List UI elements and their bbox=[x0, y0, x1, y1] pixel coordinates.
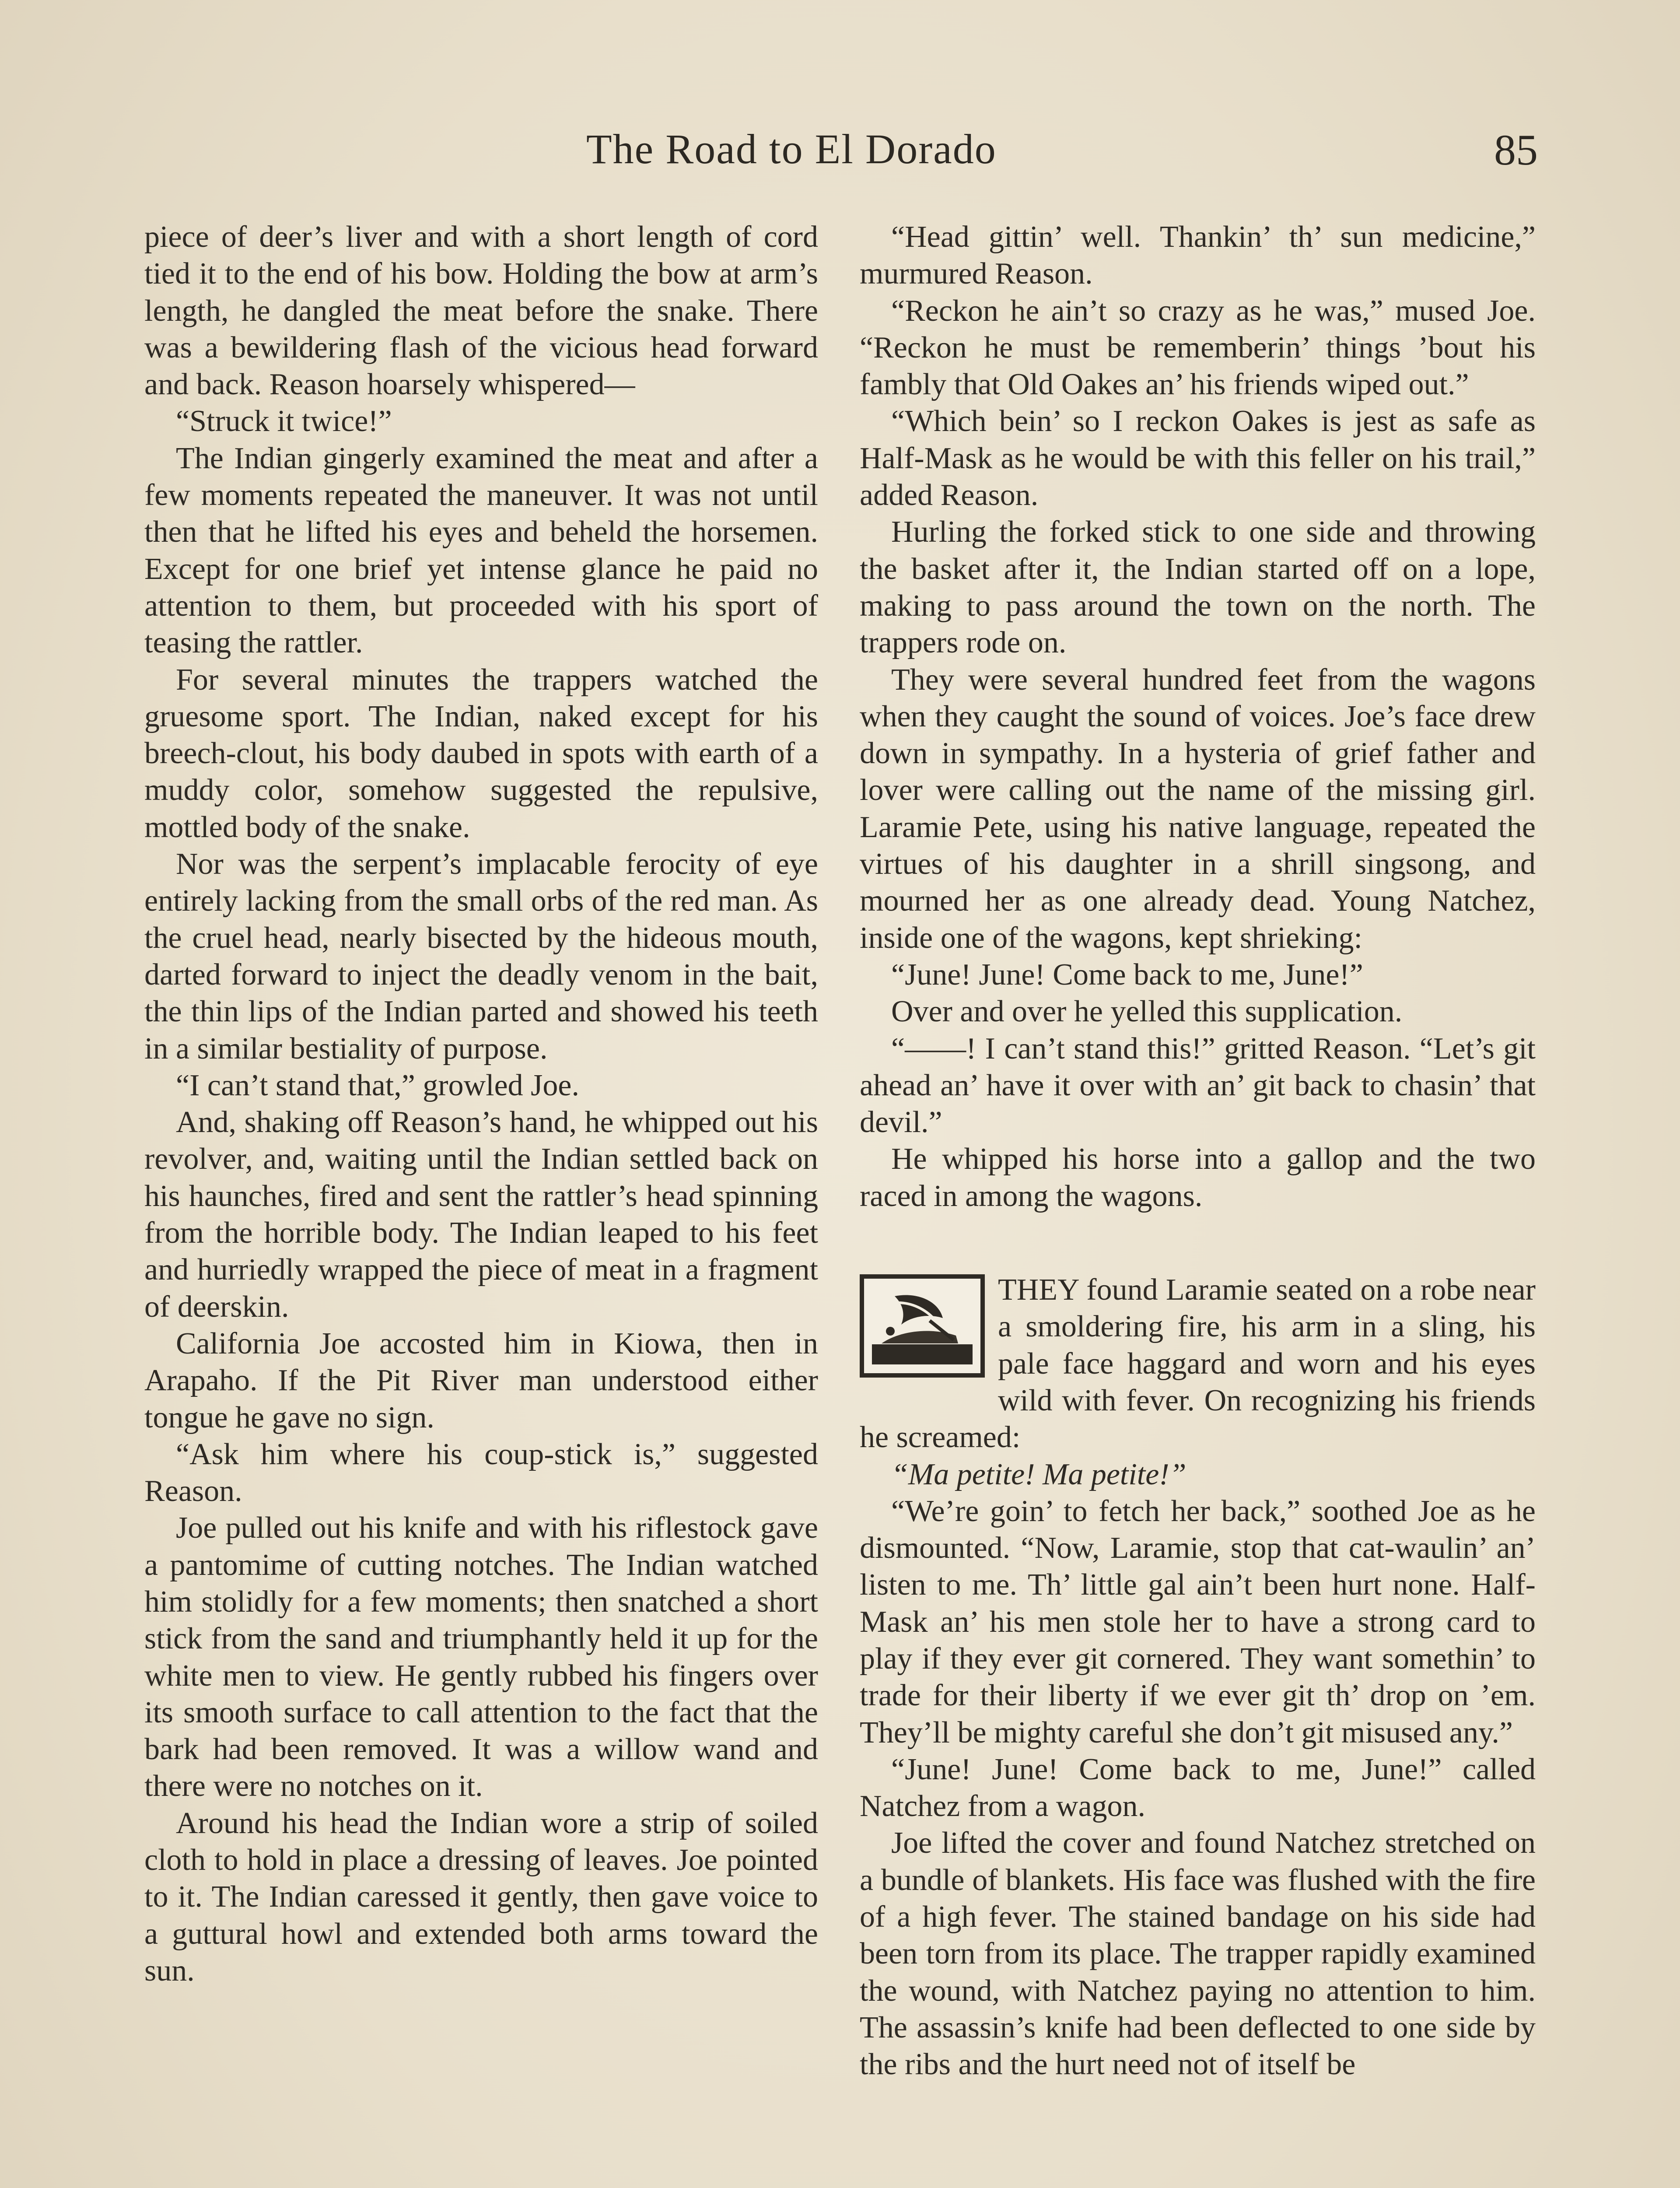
section-break bbox=[860, 1215, 1536, 1272]
paragraph: “Ma petite! Ma petite!” bbox=[891, 1457, 1186, 1491]
running-title: The Road to El Dorado bbox=[586, 126, 997, 172]
paragraph: “I can’t stand that,” growled Joe. bbox=[176, 1068, 579, 1102]
right-column-upper-section bbox=[860, 219, 1536, 1215]
paragraph: “Reckon he ain’t so crazy as he was,” mused Joe. “Reckon he must be rememberin’ things ’bout his fambly that Old Oakes an’ his friends wiped out.” bbox=[860, 294, 1536, 402]
paragraph: “——! I can’t stand this!” gritted Reason. “Let’s git ahead an’ have it over with an’ git back to chasin’ that devil.” bbox=[860, 1031, 1536, 1140]
paragraph: Over and over he yelled this supplication. bbox=[891, 995, 1403, 1029]
page-number: 85 bbox=[1494, 126, 1538, 174]
paragraph: Joe pulled out his knife and with his riflestock gave a pantomime of cutting notches. The Indian watched him stolidly for a few moments; then snatched a short stick from the sand and triumphantly held it up for the white men to view. He gently rubbed his fingers over its smooth surface to call attention to the fact that the bark had been removed. It was a willow wand and there were no notches on it. bbox=[144, 1511, 818, 1803]
paragraph: THEY found Laramie seated on a robe near a smoldering fire, his arm in a sling, his pale face haggard and worn and his eyes wild with fever. On recognizing his friends he screamed: bbox=[860, 1273, 1536, 1455]
paragraph: Hurling the forked stick to one side and throwing the basket after it, the Indian started off on a lope, making to pass around the town on the north. The trappers rode on. bbox=[860, 515, 1536, 660]
paragraph: “June! June! Come back to me, June!” called Natchez from a wagon. bbox=[860, 1752, 1536, 1823]
paragraph: “June! June! Come back to me, June!” bbox=[891, 957, 1363, 992]
paragraph: “We’re goin’ to fetch her back,” soothed Joe as he dismounted. “Now, Laramie, stop that cat-waulin’ an’ listen to me. Th’ little gal ain’t been hurt none. Half-Mask an’ his men stole her to have a strong card to play if they ever git cornered. They want somethin’ to trade for their liberty if we ever git th’ drop on ’em. They’ll be mighty careful she don’t git misused any.” bbox=[860, 1494, 1536, 1750]
paragraph: The Indian gingerly examined the meat and after a few moments repeated the maneuver. It was not until then that he lifted his eyes and beheld the horsemen. Except for one brief yet intense glance he paid no attention to them, but proceeded with his sport of teasing the rattler. bbox=[144, 441, 818, 660]
paragraph: California Joe accosted him in Kiowa, then in Arapaho. If the Pit River man understood either tongue he gave no sign. bbox=[144, 1326, 818, 1434]
paragraph: For several minutes the trappers watched the gruesome sport. The Indian, naked except for his breech-clout, his body daubed in spots with earth of a muddy color, somehow suggested the repulsive, mottled body of the snake. bbox=[144, 663, 818, 844]
right-text-column bbox=[860, 219, 1536, 2083]
paragraph: Nor was the serpent’s implacable ferocity of eye entirely lacking from the small orbs of the red man. As the cruel head, nearly bisected by the hideous mouth, darted forward to inject the deadly venom in the bait, the thin lips of the Indian parted and showed his teeth in a similar bestiality of purpose. bbox=[144, 847, 818, 1066]
feather-quill-icon bbox=[864, 1279, 980, 1373]
paragraph: They were several hundred feet from the wagons when they caught the sound of voices. Joe’s face drew down in sympathy. In a hysteria of grief father and lover were calling out the name of the missing girl. Laramie Pete, using his native language, repeated the virtues of his daughter in a shrill singsong, and mourned her as one already dead. Young Natchez, inside one of the wagons, kept shrieking: bbox=[860, 663, 1536, 955]
paragraph: “Which bein’ so I reckon Oakes is jest as safe as Half-Mask as he would be with this feller on his trail,” added Reason. bbox=[860, 404, 1536, 512]
paragraph: Around his head the Indian wore a strip of soiled cloth to hold in place a dressing of leaves. Joe pointed to it. The Indian caressed it gently, then gave voice to a guttural howl and extended both arms toward the sun. bbox=[144, 1806, 818, 1988]
paragraph: “Struck it twice!” bbox=[176, 404, 392, 438]
left-text-column bbox=[144, 219, 818, 1989]
right-column-lower-section bbox=[860, 1272, 1536, 2083]
page-header bbox=[0, 125, 1680, 186]
decorative-initial-icon bbox=[860, 1274, 985, 1378]
paragraph: Joe lifted the cover and found Natchez stretched on a bundle of blankets. His face was flushed with the fire of a high fever. The stained bandage on his side had been torn from its place. The trapper rapidly examined the wound, with Natchez paying no attention to him. The assassin’s knife had been deflected to one side by the ribs and the hurt need not of itself be bbox=[860, 1826, 1536, 2082]
paragraph: He whipped his horse into a gallop and the two raced in among the wagons. bbox=[860, 1142, 1536, 1213]
paragraph: piece of deer’s liver and with a short length of cord tied it to the end of his bow. Holding the bow at arm’s length, he dangled the meat before the snake. There was a bewildering flash of the vicious head forward and back. Reason hoarsely whispered— bbox=[144, 220, 818, 402]
paragraph: “Ask him where his coup-stick is,” suggested Reason. bbox=[144, 1437, 818, 1508]
paragraph: “Head gittin’ well. Thankin’ th’ sun medicine,” murmured Reason. bbox=[860, 220, 1536, 291]
paragraph: And, shaking off Reason’s hand, he whipped out his revolver, and, waiting until the Indian settled back on his haunches, fired and sent the rattler’s head spinning from the horrible body. The Indian leaped to his feet and hurriedly wrapped the piece of meat in a fragment of deerskin. bbox=[144, 1105, 818, 1324]
